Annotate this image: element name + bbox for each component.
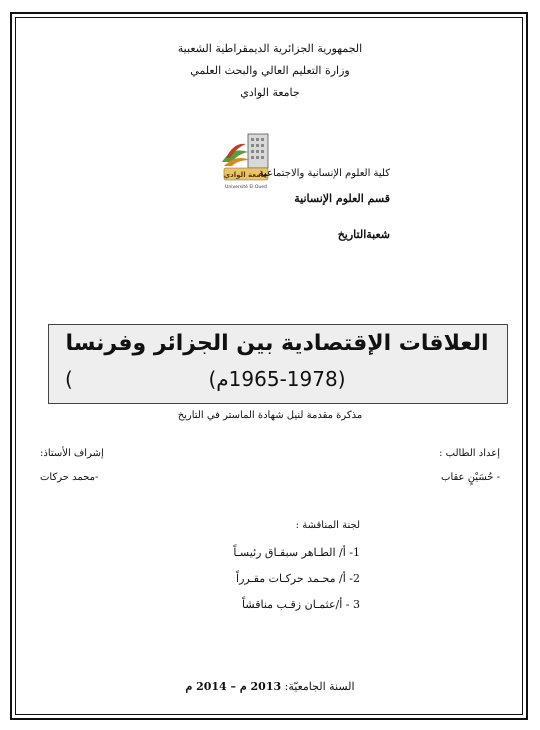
student-name: - حُسَيْنٍ عقاب (441, 472, 500, 483)
committee-member: 1- أ/ الطـاهر سبقـاق رئيسـاً (233, 546, 360, 559)
title-open-paren: ( (65, 367, 73, 391)
branch-name: شعبةالتاريخ (337, 228, 390, 241)
committee-member: 2- أ/ محـمد حركـات مقـرراً (236, 572, 360, 585)
thesis-title: العلاقات الإقتصادية بين الجزائر وفرنسا (65, 331, 489, 356)
committee-label: لجنة المناقشة : (295, 520, 360, 531)
thesis-title-box (48, 324, 508, 404)
department-name: قسم العلوم الإنسانية (294, 192, 390, 205)
student-label: إعداد الطالب : (439, 448, 500, 459)
supervisor-name: -محمد حركات (40, 472, 99, 483)
ministry-heading: وزارة التعليم العالي والبحث العلمي (190, 64, 350, 77)
logo-text: جامعة الوادي (223, 171, 269, 179)
republic-heading: الجمهورية الجزائرية الديمقراطية الشعبية (177, 42, 363, 55)
logo-caption: Université El Oued (225, 185, 267, 190)
university-heading: جامعة الوادي (240, 86, 300, 99)
academic-year-label: السنة الجامعيّة: (284, 680, 355, 693)
faculty-name: كلية العلوم الإنسانية والاجتماعية (258, 168, 390, 179)
committee-member: 3 - أ/عثمـان زقـب مناقشاً (242, 598, 360, 611)
academic-year (0, 680, 540, 693)
academic-year-value: 2013 م – 2014 م (185, 680, 282, 693)
supervisor-label: إشراف الأستاذ: (40, 448, 104, 459)
thesis-title-dates (49, 367, 505, 391)
title-dates-text: (1965-1978م) (208, 367, 346, 391)
thesis-degree-note: مذكرة مقدمة لنيل شهادة الماستر في التاريخ (177, 410, 363, 421)
